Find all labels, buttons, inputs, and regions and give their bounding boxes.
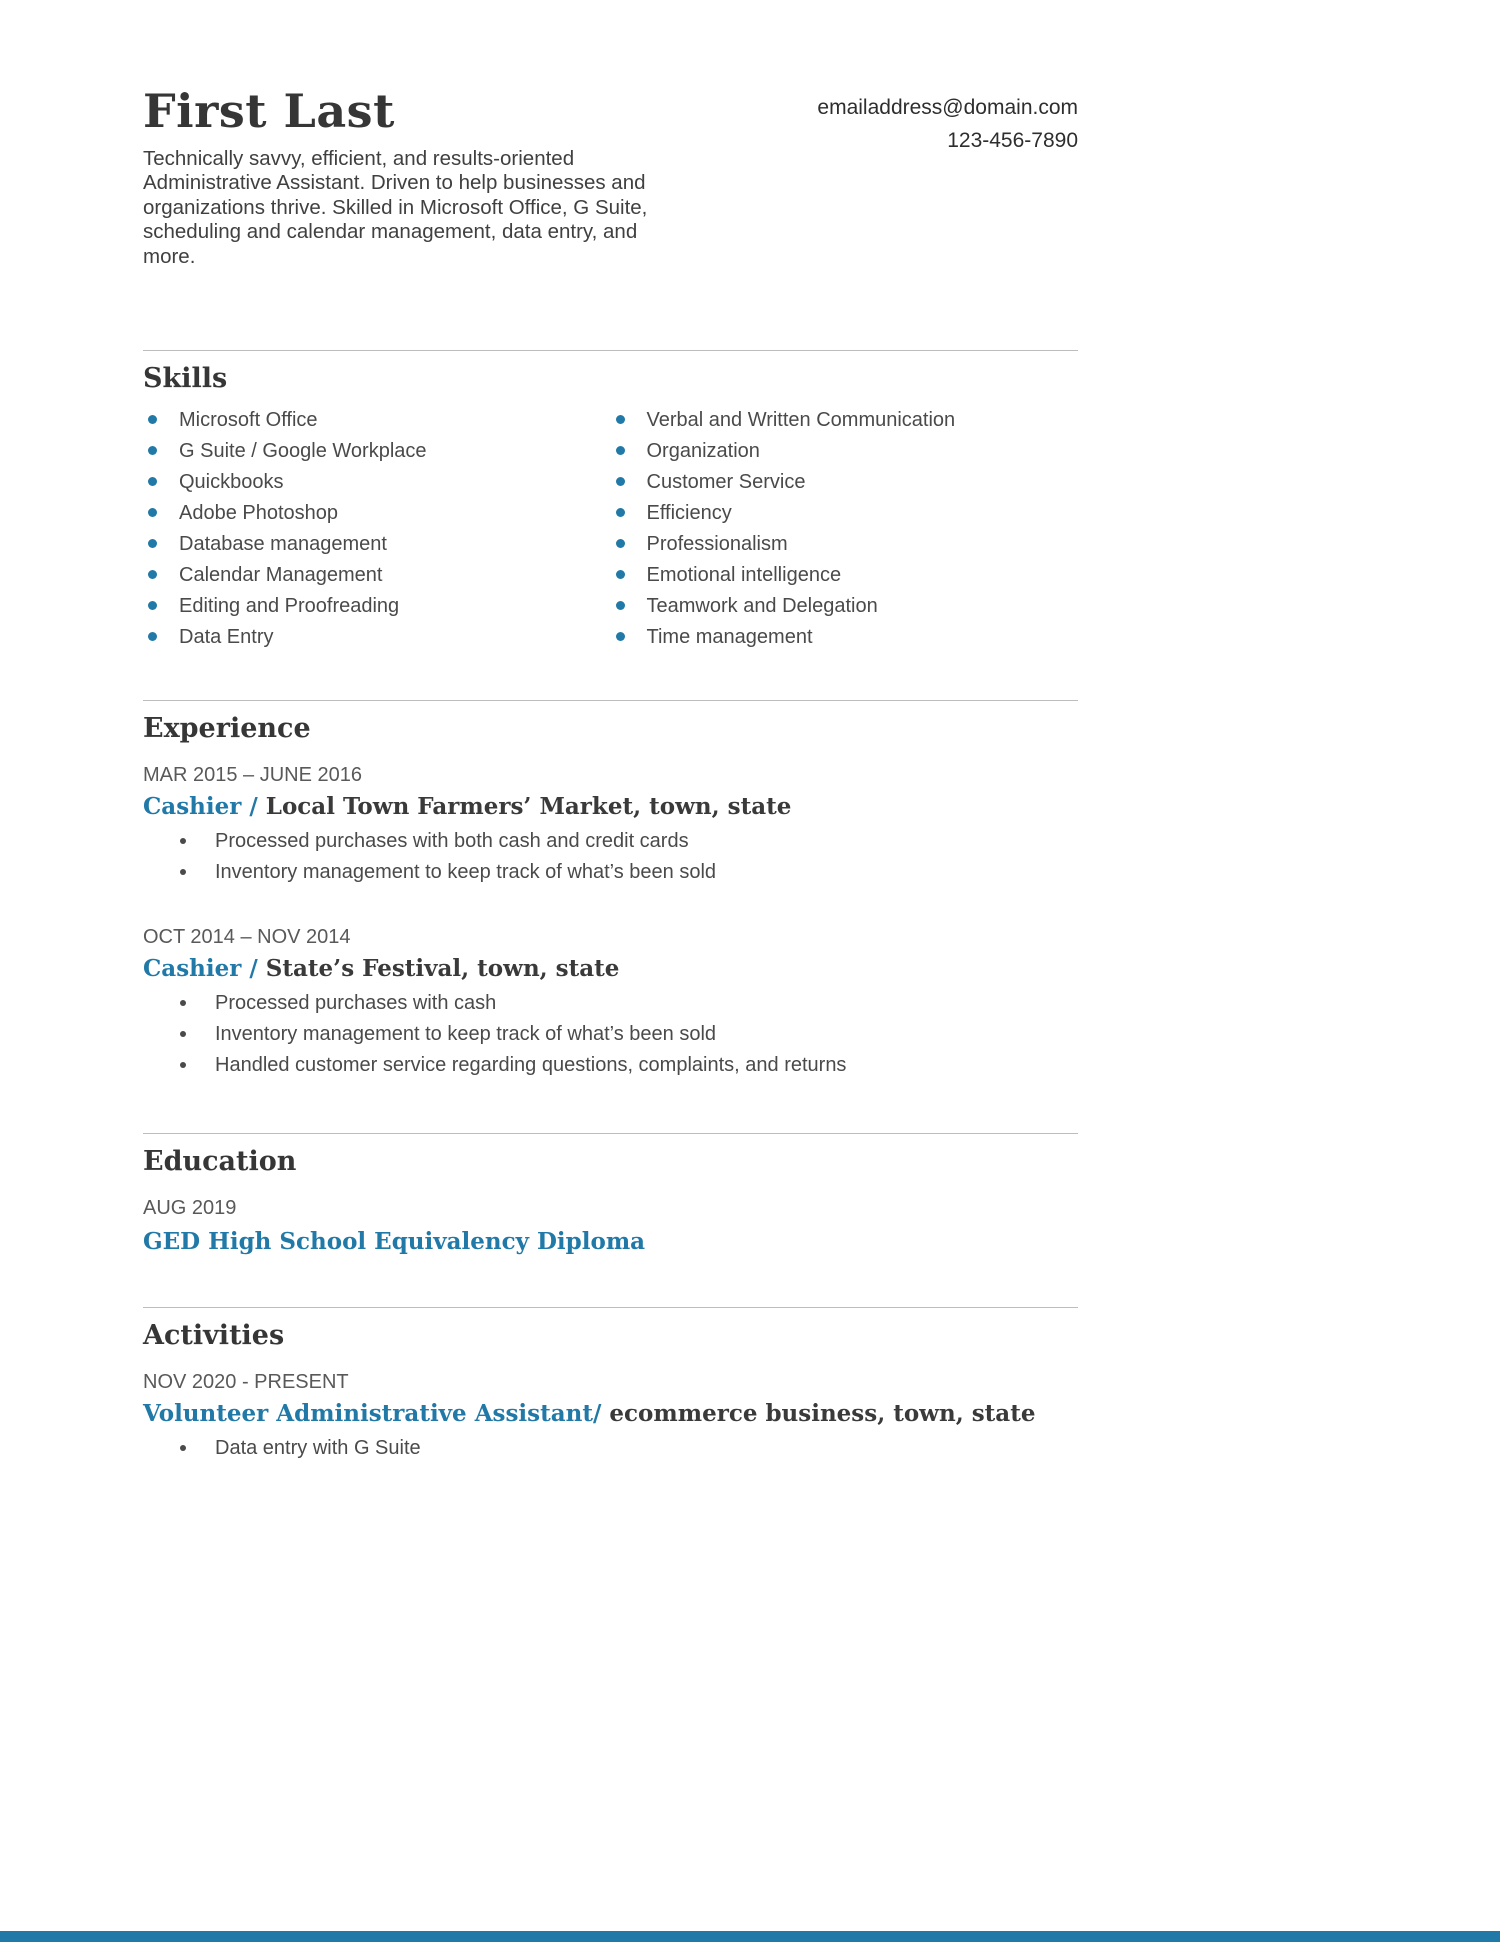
experience-entry bbox=[143, 926, 1078, 1077]
skills-columns bbox=[143, 410, 1078, 658]
skill-label: Database management bbox=[179, 532, 387, 555]
skill-label: Calendar Management bbox=[179, 563, 383, 586]
skill-item bbox=[143, 534, 611, 554]
bullet-text: Handled customer service regarding questions, complaints, and returns bbox=[215, 1053, 847, 1076]
skills-heading: Skills bbox=[143, 362, 228, 394]
skill-label: Teamwork and Delegation bbox=[646, 594, 878, 617]
activities-heading: Activities bbox=[143, 1319, 285, 1351]
phone-text: 123-456-7890 bbox=[947, 128, 1078, 152]
section-divider bbox=[143, 700, 1078, 701]
entry-dates: AUG 2019 bbox=[143, 1196, 237, 1219]
entry-bullet bbox=[143, 1054, 1078, 1077]
footer-accent-bar bbox=[0, 1931, 1500, 1942]
skill-label: G Suite / Google Workplace bbox=[179, 439, 427, 462]
bullet-icon bbox=[616, 601, 625, 610]
entry-bullet bbox=[143, 861, 1078, 884]
entry-title bbox=[143, 955, 1078, 982]
skills-column-right bbox=[611, 410, 1079, 658]
entry-dates: MAR 2015 – JUNE 2016 bbox=[143, 763, 363, 786]
bullet-text: Processed purchases with cash bbox=[215, 991, 497, 1014]
entry-bullet bbox=[143, 992, 1078, 1015]
entry-bullet-list bbox=[143, 830, 1078, 884]
bullet-icon bbox=[148, 477, 157, 486]
bullet-text: Data entry with G Suite bbox=[215, 1436, 421, 1459]
bullet-icon bbox=[148, 539, 157, 548]
section-divider bbox=[143, 1307, 1078, 1308]
skill-item bbox=[143, 472, 611, 492]
bullet-text: Inventory management to keep track of what’s been sold bbox=[215, 1022, 717, 1045]
bullet-icon bbox=[180, 869, 186, 875]
bullet-icon bbox=[616, 570, 625, 579]
entry-dates: NOV 2020 - PRESENT bbox=[143, 1370, 349, 1393]
section-education bbox=[143, 1146, 1078, 1255]
job-title-accent: Cashier / bbox=[143, 954, 258, 982]
skill-item bbox=[611, 534, 1079, 554]
skills-column-left bbox=[143, 410, 611, 658]
bullet-icon bbox=[180, 838, 186, 844]
degree-title: GED High School Equivalency Diploma bbox=[143, 1227, 646, 1255]
skill-label: Editing and Proofreading bbox=[179, 594, 400, 617]
education-entry bbox=[143, 1197, 1078, 1255]
skill-label: Data Entry bbox=[179, 625, 274, 648]
entry-bullet-list bbox=[143, 1437, 1078, 1460]
bullet-icon bbox=[148, 570, 157, 579]
experience-heading: Experience bbox=[143, 712, 311, 744]
bullet-icon bbox=[148, 446, 157, 455]
entry-dates: OCT 2014 – NOV 2014 bbox=[143, 925, 351, 948]
bullet-icon bbox=[616, 632, 625, 641]
entry-title bbox=[143, 1400, 1078, 1427]
activity-title-accent: Volunteer Administrative Assistant/ bbox=[143, 1399, 602, 1427]
education-heading: Education bbox=[143, 1145, 297, 1177]
skill-label: Time management bbox=[646, 625, 813, 648]
job-title-rest: Local Town Farmers’ Market, town, state bbox=[257, 792, 792, 820]
bullet-icon bbox=[180, 1031, 186, 1037]
candidate-name: First Last bbox=[143, 84, 395, 138]
resume-content bbox=[143, 0, 1078, 1468]
bullet-text: Inventory management to keep track of what’s been sold bbox=[215, 860, 717, 883]
skill-label: Adobe Photoshop bbox=[179, 501, 339, 524]
entry-bullet bbox=[143, 1437, 1078, 1460]
skill-item bbox=[611, 441, 1079, 461]
bullet-text: Processed purchases with both cash and credit cards bbox=[215, 829, 689, 852]
skill-label: Verbal and Written Communication bbox=[646, 408, 956, 431]
bullet-icon bbox=[616, 446, 625, 455]
activities-entry bbox=[143, 1371, 1078, 1460]
skill-label: Customer Service bbox=[646, 470, 806, 493]
skill-item bbox=[143, 596, 611, 616]
bullet-icon bbox=[616, 539, 625, 548]
bullet-icon bbox=[180, 1445, 186, 1451]
skill-label: Emotional intelligence bbox=[646, 563, 842, 586]
skill-item bbox=[143, 565, 611, 585]
skill-label: Quickbooks bbox=[179, 470, 284, 493]
skill-item bbox=[611, 565, 1079, 585]
bullet-icon bbox=[148, 632, 157, 641]
skill-item bbox=[611, 503, 1079, 523]
skill-label: Microsoft Office bbox=[179, 408, 318, 431]
skill-item bbox=[143, 410, 611, 430]
skill-item bbox=[143, 627, 611, 647]
entry-bullet bbox=[143, 1023, 1078, 1046]
section-divider bbox=[143, 1133, 1078, 1134]
contact-block bbox=[817, 86, 1078, 157]
skill-item bbox=[611, 472, 1079, 492]
bullet-icon bbox=[148, 508, 157, 517]
bullet-icon bbox=[616, 415, 625, 424]
section-activities bbox=[143, 1320, 1078, 1460]
bullet-icon bbox=[616, 477, 625, 486]
skill-label: Professionalism bbox=[646, 532, 788, 555]
section-divider bbox=[143, 350, 1078, 351]
entry-bullet-list bbox=[143, 992, 1078, 1077]
skill-item bbox=[611, 627, 1079, 647]
job-title-accent: Cashier / bbox=[143, 792, 258, 820]
skill-label: Organization bbox=[646, 439, 760, 462]
section-experience bbox=[143, 713, 1078, 1077]
section-skills bbox=[143, 363, 1078, 658]
header bbox=[143, 0, 1078, 270]
experience-entry bbox=[143, 764, 1078, 884]
bullet-icon bbox=[148, 415, 157, 424]
skill-label: Efficiency bbox=[646, 501, 732, 524]
skill-item bbox=[143, 441, 611, 461]
bullet-icon bbox=[148, 601, 157, 610]
activity-title-rest: ecommerce business, town, state bbox=[601, 1399, 1036, 1427]
skill-item bbox=[143, 503, 611, 523]
job-title-rest: State’s Festival, town, state bbox=[257, 954, 620, 982]
skill-item bbox=[611, 596, 1079, 616]
email-text: emailaddress@domain.com bbox=[817, 96, 1078, 119]
entry-bullet bbox=[143, 830, 1078, 853]
header-left bbox=[143, 86, 648, 270]
skill-item bbox=[611, 410, 1079, 430]
bullet-icon bbox=[616, 508, 625, 517]
summary-text: Technically savvy, efficient, and results-oriented Administrative Assistant. Driven to help businesses and organizations thrive. Skilled in Microsoft Office, G Suite, scheduling and calendar management, data entry, and more. bbox=[143, 146, 648, 268]
bullet-icon bbox=[180, 1000, 186, 1006]
entry-title bbox=[143, 793, 1078, 820]
bullet-icon bbox=[180, 1062, 186, 1068]
